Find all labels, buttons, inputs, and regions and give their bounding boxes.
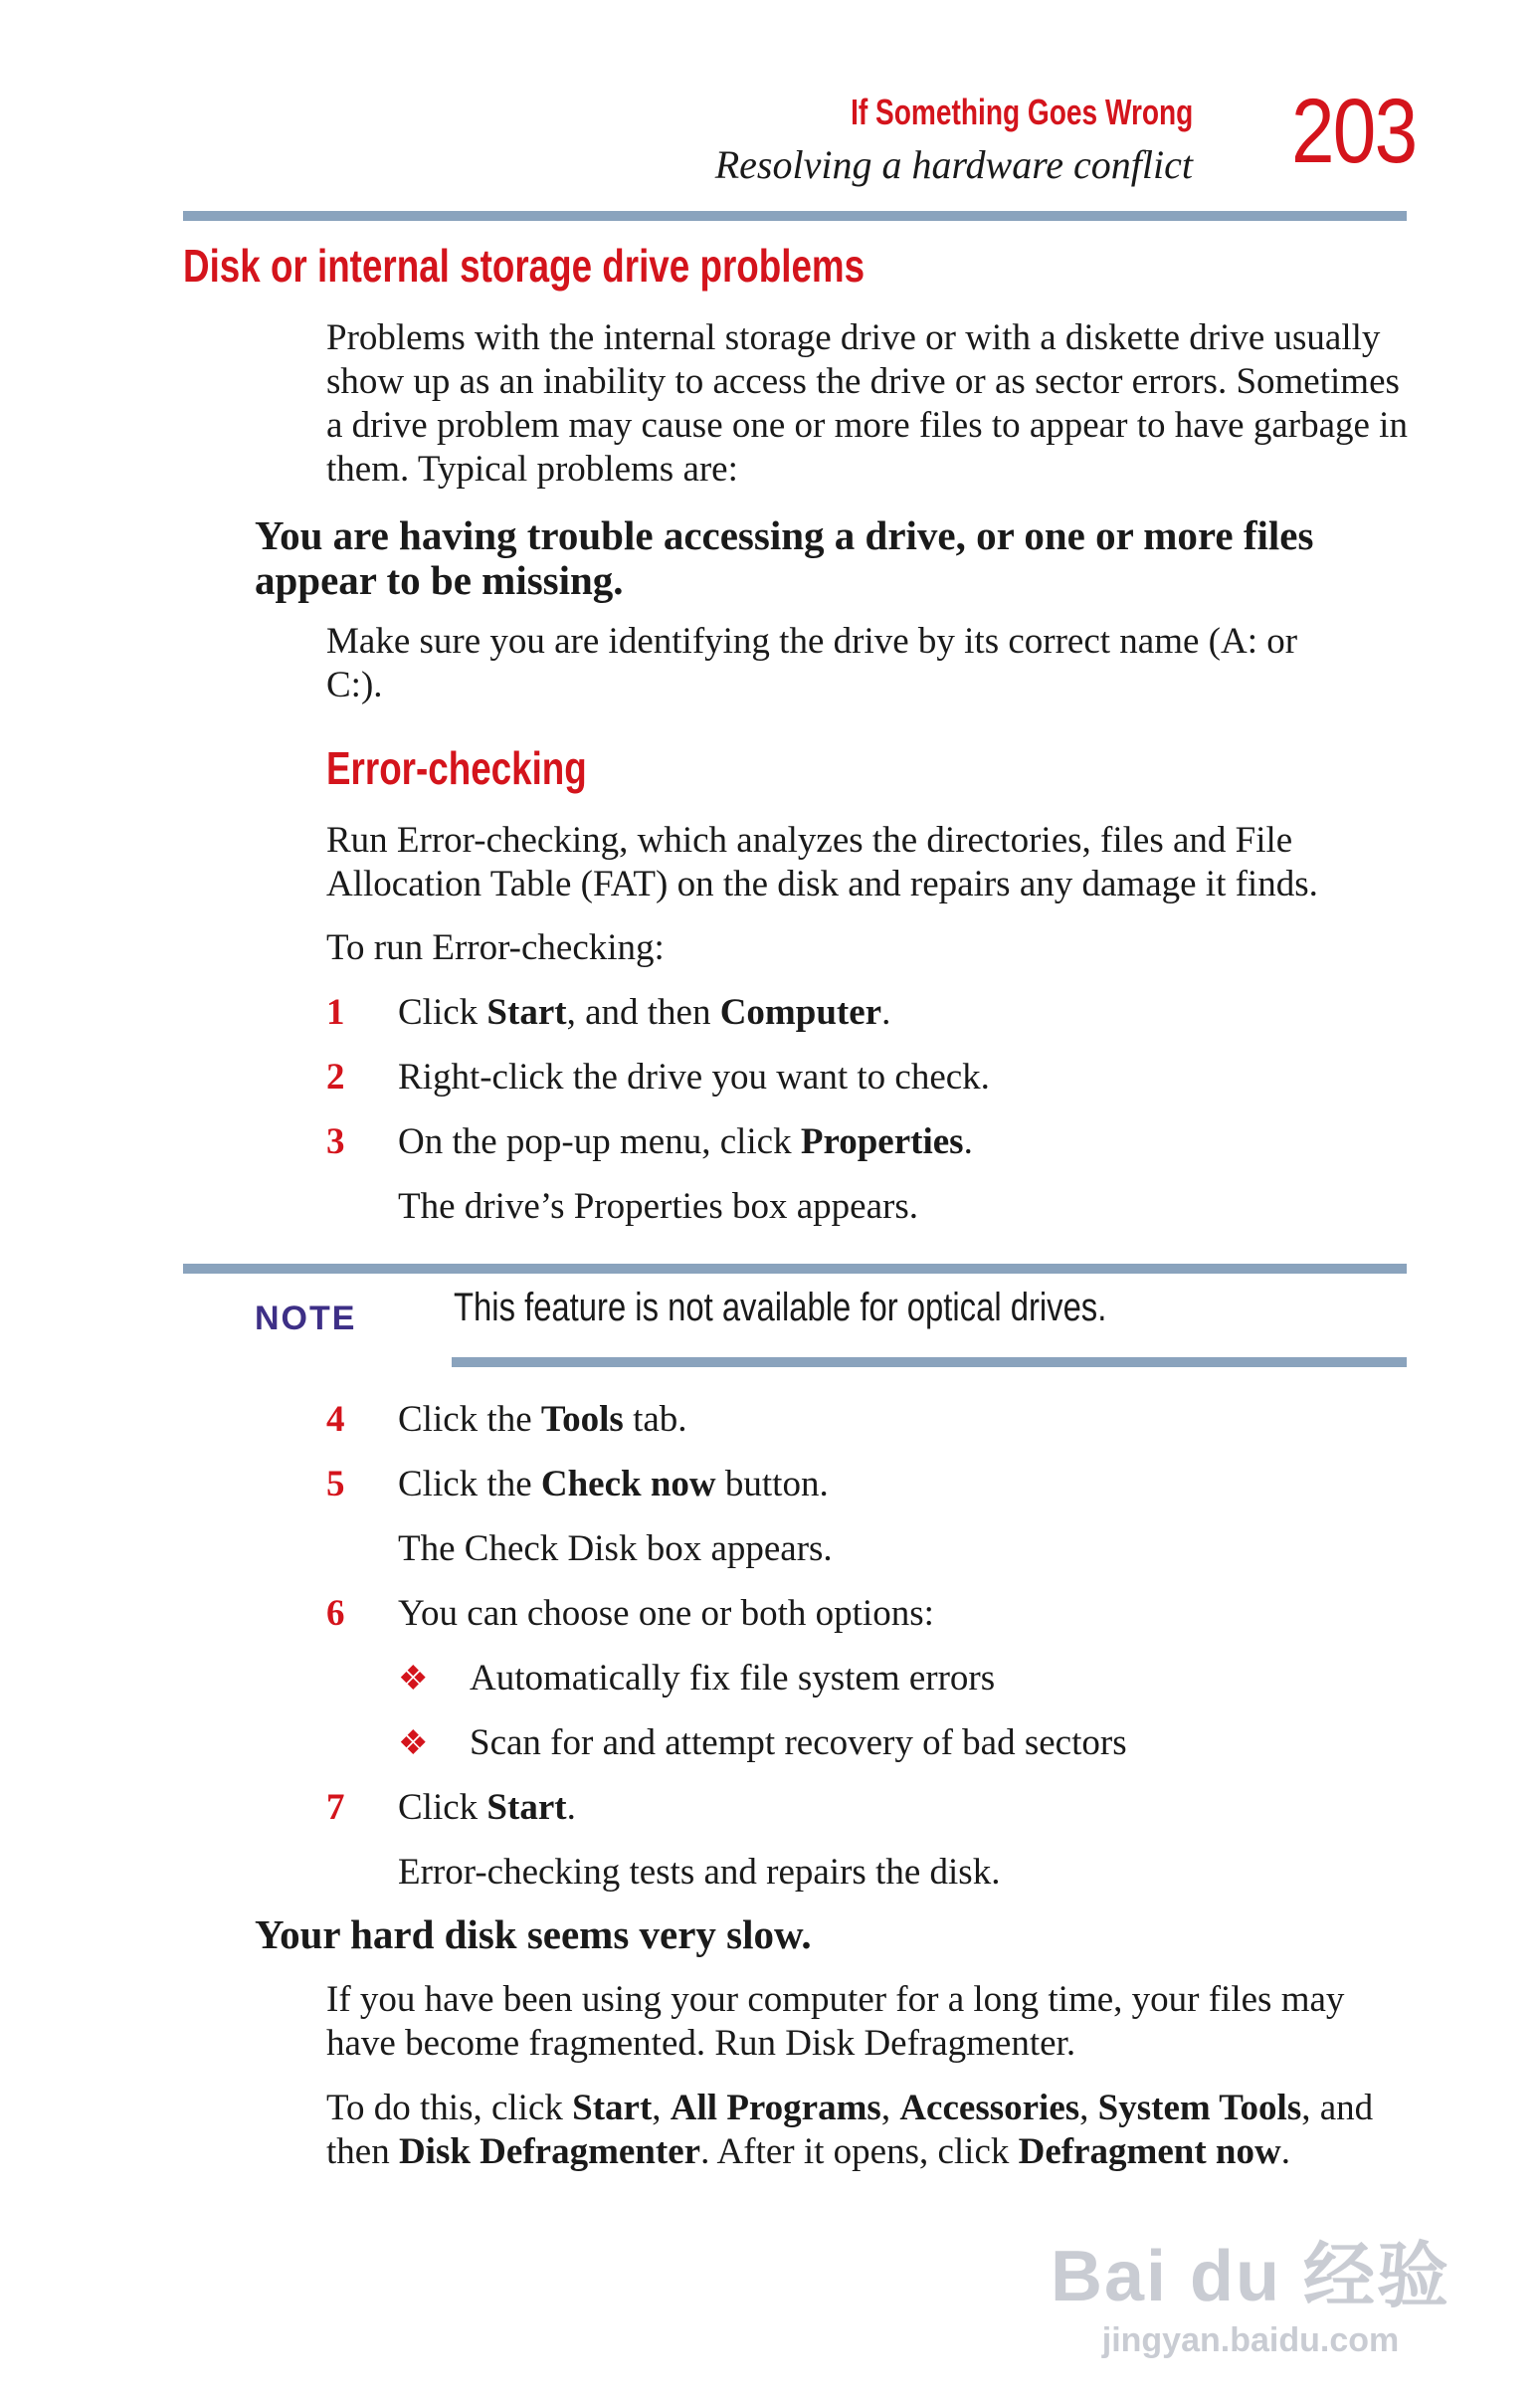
step-result: Error-checking tests and repairs the disk. [398, 1852, 1001, 1893]
step-number: 3 [326, 1121, 345, 1162]
baidu-watermark [1051, 2218, 1450, 2360]
page-number: 203 [1291, 81, 1417, 182]
running-head-section: If Something Goes Wrong [850, 92, 1193, 132]
note-top-rule [183, 1264, 1407, 1274]
step-number: 2 [326, 1057, 345, 1098]
step-number: 6 [326, 1593, 345, 1634]
step-text: Click Start. [398, 1787, 576, 1828]
note-text: This feature is not available for optical drives. [454, 1286, 1107, 1329]
note-label: NOTE [255, 1300, 357, 1337]
step-text: Click the Check now button. [398, 1464, 829, 1504]
step-number: 7 [326, 1787, 345, 1828]
baidu-watermark-url: jingyan.baidu.com [1101, 2321, 1400, 2359]
problem-text-drive-name: Make sure you are identifying the drive by its correct name (A: or C:). [326, 621, 1298, 705]
step-text: Click the Tools tab. [398, 1399, 687, 1440]
step-result: The drive’s Properties box appears. [398, 1186, 918, 1227]
option-item: Scan for and attempt recovery of bad sectors [470, 1722, 1127, 1763]
intro-paragraph: Problems with the internal storage drive or with a diskette drive usually show up as an inability to access the drive or as sector errors. Sometimes a drive problem may cause one or more files to appear to have garbage in them. Typical problems are: [326, 317, 1408, 490]
problem-heading-trouble-accessing: You are having trouble accessing a drive, or one or more files appear to be missing. [255, 512, 1314, 603]
problem-text-fragmented: If you have been using your computer for a long time, your files may have become fragmented. Run Disk Defragmenter. [326, 1979, 1345, 2064]
error-checking-description: Run Error-checking, which analyzes the directories, files and File Allocation Table (FAT) on the disk and repairs any damage it finds. [326, 820, 1318, 904]
note-bottom-rule [452, 1357, 1407, 1367]
running-head-subsection: Resolving a hardware conflict [714, 142, 1193, 187]
header-rule [183, 211, 1407, 221]
subsection-heading-error-checking: Error-checking [326, 742, 587, 794]
option-item: Automatically fix file system errors [470, 1658, 996, 1699]
step-text: Click Start, and then Computer. [398, 992, 891, 1033]
step-number: 1 [326, 992, 345, 1033]
step-number: 5 [326, 1464, 345, 1504]
step-text: On the pop-up menu, click Properties. [398, 1121, 973, 1162]
section-heading: Disk or internal storage drive problems [183, 240, 866, 292]
error-checking-intro: To run Error-checking: [326, 927, 665, 968]
diamond-bullet-icon: ❖ [398, 1661, 429, 1698]
step-number: 4 [326, 1399, 345, 1440]
step-text: Right-click the drive you want to check. [398, 1057, 990, 1098]
problem-heading-slow-disk: Your hard disk seems very slow. [255, 1911, 812, 1957]
defragment-instructions: To do this, click Start, All Programs, Accessories, System Tools, and then Disk Defragmenter. After it opens, click Defragment now. [326, 2088, 1374, 2172]
diamond-bullet-icon: ❖ [398, 1725, 429, 1762]
step-result: The Check Disk box appears. [398, 1528, 833, 1569]
step-text: You can choose one or both options: [398, 1593, 934, 1634]
baidu-watermark-logo: Bai du 经验 [1050, 2237, 1450, 2316]
